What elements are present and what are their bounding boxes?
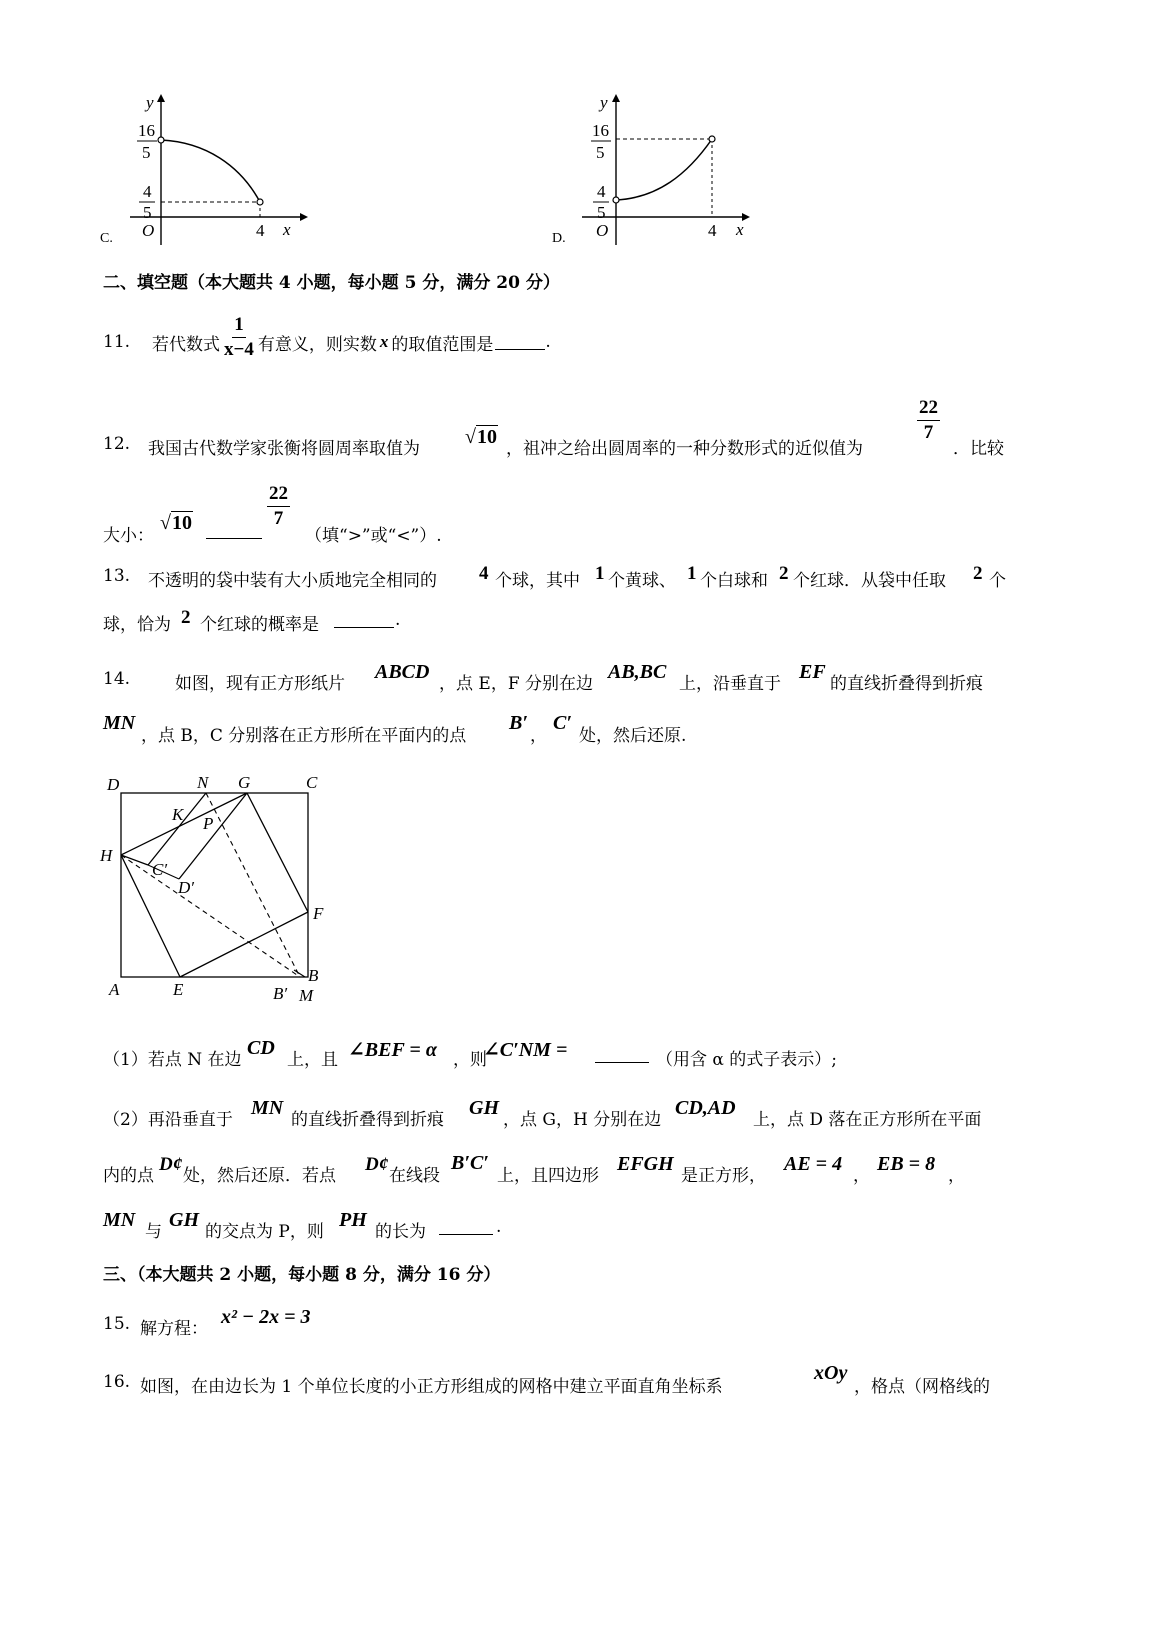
q14-p2-l3-text-2: 的交点为 P，则 xyxy=(205,1222,324,1242)
label-E: E xyxy=(173,980,184,999)
q13-n2a: 2 xyxy=(779,563,789,584)
question-14 xyxy=(103,661,1011,694)
y-label: y xyxy=(146,93,154,112)
y-label: y xyxy=(600,93,608,112)
q14-p2-l2-text-4: 上，且四边形 xyxy=(497,1166,599,1186)
x-arrow xyxy=(300,213,308,221)
q16-text-2: ，格点（网格线的 xyxy=(854,1377,990,1397)
q13-number: 13. xyxy=(103,566,131,586)
open-point-end xyxy=(257,199,263,205)
q14-p2-text-4: 上，点 D 落在正方形所在平面 xyxy=(753,1110,982,1130)
q12-sqrt-2: √10 xyxy=(160,512,192,534)
graph-c xyxy=(100,90,330,250)
graph-d-svg xyxy=(552,90,782,250)
segment-gdp xyxy=(179,793,247,879)
q13-text-4: 个白球和 xyxy=(700,571,768,591)
label-K: K xyxy=(172,805,184,824)
q14-number: 14. xyxy=(103,669,131,689)
segment-ncp xyxy=(148,793,206,865)
q14-text-4: 的直线折叠得到折痕 xyxy=(830,674,983,694)
label-Dp: D′ xyxy=(178,878,194,897)
question-16 xyxy=(103,1362,1011,1397)
open-point-start xyxy=(613,197,619,203)
x-tick: 4 xyxy=(256,221,265,240)
q15-text-1: 解方程： xyxy=(140,1319,208,1339)
segment-ef xyxy=(180,912,308,977)
q12-frac2-den: 7 xyxy=(273,507,284,529)
segment-gh xyxy=(121,793,247,855)
q12-text-2: ，祖冲之给出圆周率的一种分数形式的近似值为 xyxy=(506,439,863,459)
q14-p1-text-2: 上，且 xyxy=(287,1050,338,1070)
label-H: H xyxy=(100,846,113,865)
section3-heading: 三、（本大题共 2 小题，每小题 8 分，满分 16 分） xyxy=(103,1265,501,1285)
x-tick: 4 xyxy=(708,221,717,240)
option-label: C. xyxy=(100,231,113,246)
question-14-part1 xyxy=(103,1037,1011,1070)
question-11 xyxy=(103,312,551,372)
q12-fraction xyxy=(917,398,940,443)
graph-d xyxy=(552,90,782,250)
open-point-end xyxy=(709,136,715,142)
q14-p2-answer-blank[interactable] xyxy=(439,1220,493,1235)
q14-figure xyxy=(95,768,335,1008)
label-D: D xyxy=(107,775,120,794)
x-label: x xyxy=(736,220,744,239)
q14-p2-l2-text-2: 处，然后还原．若点 xyxy=(183,1166,336,1186)
q12-frac-num: 22 xyxy=(917,398,940,421)
question-14-part2 xyxy=(103,1097,1011,1130)
question-12-line2 xyxy=(103,484,603,544)
q14-p2-eb: EB = 8 xyxy=(877,1153,936,1175)
label-A: A xyxy=(109,980,120,999)
q12-text-1: 我国古代数学家张衡将圆周率取值为 xyxy=(148,439,420,459)
q14-p2-l3-mn: MN xyxy=(103,1209,136,1231)
q12-number: 12. xyxy=(103,434,131,454)
y-top-den: 5 xyxy=(596,143,605,162)
curve xyxy=(161,140,260,202)
section2-heading: 二、填空题（本大题共 4 小题，每小题 5 分，满分 20 分） xyxy=(103,273,560,293)
q11-text-3: 的取值范围是 xyxy=(391,334,494,355)
q14-text-1: 如图，现有正方形纸片 xyxy=(175,674,345,694)
q14-cp: C′ xyxy=(553,712,572,734)
q14-abcd: ABCD xyxy=(375,661,430,683)
q13-text-3: 个黄球、 xyxy=(608,571,676,591)
q13-n2b: 2 xyxy=(973,563,983,584)
y-arrow xyxy=(157,94,165,102)
q13-n2c: 2 xyxy=(181,607,191,628)
q13-line2-text-1: 球，恰为 xyxy=(103,615,171,635)
fold-mn xyxy=(206,793,300,977)
q14-p1-text-1: （1）若点 N 在边 xyxy=(103,1050,242,1070)
q14-p2-l3-text-1: 与 xyxy=(145,1222,162,1242)
q13-text-6: 个 xyxy=(989,571,1006,591)
q11-text-1: 若代数式 xyxy=(152,334,221,355)
q12-answer-blank[interactable] xyxy=(206,524,262,539)
q14-p2-gh: GH xyxy=(469,1097,499,1119)
segment-he xyxy=(121,855,180,977)
question-14-line2 xyxy=(103,712,803,746)
square-abcd xyxy=(121,793,308,977)
q14-p2-text-3: ，点 G，H 分别在边 xyxy=(503,1110,662,1130)
q13-text-1: 不透明的袋中装有大小质地完全相同的 xyxy=(148,571,437,591)
y-arrow xyxy=(612,94,620,102)
q14-p1-text-4: （用含 α 的式子表示）; xyxy=(656,1050,838,1070)
q14-p2-l3-text-4: . xyxy=(496,1217,502,1237)
q14-comma: ， xyxy=(530,726,547,746)
label-M: M xyxy=(299,986,314,1005)
origin-label: O xyxy=(142,221,155,240)
label-C: C xyxy=(306,773,318,792)
open-point-top xyxy=(158,137,164,143)
label-F: F xyxy=(313,904,324,923)
q14-p2-l2-text-3: 在线段 xyxy=(389,1166,440,1186)
label-P: P xyxy=(203,814,214,833)
q13-text-2: 个球，其中 xyxy=(495,571,580,591)
q15-equation: x² − 2x = 3 xyxy=(221,1306,311,1328)
q11-text-2: 有意义，则实数 xyxy=(257,334,377,355)
q11-text-4: . xyxy=(545,332,551,352)
q12-sqrt-2-radicand: 10 xyxy=(171,512,192,534)
y-bot-num: 4 xyxy=(143,182,152,201)
q14-p1-angle2: ∠C′NM = xyxy=(483,1039,568,1061)
q14-text-5: ，点 B，C 分别落在正方形所在平面内的点 xyxy=(141,726,467,746)
x-label: x xyxy=(283,220,291,239)
q14-p2-cdad: CD,AD xyxy=(675,1097,736,1119)
q16-text-1: 如图，在由边长为 1 个单位长度的小正方形组成的网格中建立平面直角坐标系 xyxy=(140,1377,723,1397)
q13-line2-text-3: . xyxy=(395,610,401,630)
q11-fraction xyxy=(222,315,256,360)
q14-p2-l3-gh: GH xyxy=(169,1209,199,1231)
y-top-num: 16 xyxy=(138,121,155,140)
q14-p2-bc: B′C′ xyxy=(451,1152,489,1174)
q14-text-3: 上，沿垂直于 xyxy=(679,674,781,694)
y-bot-num: 4 xyxy=(597,182,606,201)
q14-p1-angle: ∠BEF = α xyxy=(348,1039,437,1061)
q13-line2-text-2: 个红球的概率是 xyxy=(200,615,319,635)
q14-text-6: 处，然后还原. xyxy=(579,726,687,746)
q14-figure-svg xyxy=(95,768,335,1008)
origin-label: O xyxy=(596,221,609,240)
q14-p2-l3-ph: PH xyxy=(339,1209,367,1231)
q14-p2-l3-text-3: 的长为 xyxy=(375,1222,426,1242)
q14-p2-dp: D¢ xyxy=(159,1154,183,1175)
q11-number: 11. xyxy=(103,332,131,352)
q12-line2-text-2: （填“>”或“<”）. xyxy=(305,526,442,546)
curve xyxy=(616,139,712,200)
q13-n1a: 1 xyxy=(595,563,605,584)
question-13 xyxy=(103,563,1011,591)
q14-p2-efgh: EFGH xyxy=(617,1153,674,1175)
q14-p1-text-3: ，则 xyxy=(453,1050,487,1070)
q11-frac-den: x−4 xyxy=(224,338,254,360)
label-Cp: C′ xyxy=(152,860,168,879)
q14-p2-dp2: D¢ xyxy=(365,1154,389,1175)
q14-p2-l2-text-7: ， xyxy=(948,1166,965,1186)
label-G: G xyxy=(238,773,251,792)
q12-fraction-2 xyxy=(267,484,290,529)
y-bot-den: 5 xyxy=(143,203,152,222)
q11-frac-num: 1 xyxy=(232,315,246,338)
q14-p2-text-2: 的直线折叠得到折痕 xyxy=(291,1110,444,1130)
q12-sqrt-radicand: 10 xyxy=(476,426,497,448)
label-N: N xyxy=(197,773,209,792)
graph-c-svg xyxy=(100,90,330,250)
q14-mn: MN xyxy=(103,712,136,734)
label-B: B xyxy=(308,966,319,985)
y-bot-den: 5 xyxy=(597,203,606,222)
q11-var: x xyxy=(379,332,389,351)
question-13-line2 xyxy=(103,607,503,635)
question-12 xyxy=(103,398,1011,472)
q14-p2-l2-text-1: 内的点 xyxy=(103,1166,154,1186)
q14-text-2: ，点 E，F 分别在边 xyxy=(439,674,594,694)
q14-p2-text-1: （2）再沿垂直于 xyxy=(103,1110,233,1130)
q13-n1b: 1 xyxy=(687,563,697,584)
q12-line2-text-1: 大小： xyxy=(103,526,154,546)
y-top-den: 5 xyxy=(142,143,151,162)
option-label: D. xyxy=(552,231,566,246)
q14-p1-answer-blank[interactable] xyxy=(595,1048,649,1063)
q14-p2-ae: AE = 4 xyxy=(784,1153,843,1175)
q14-p2-l2-text-5: 是正方形， xyxy=(681,1166,766,1186)
q13-n4: 4 xyxy=(479,563,489,584)
q14-ef: EF xyxy=(799,661,826,683)
q12-text-3: ．比较 xyxy=(953,439,1004,459)
label-Bp: B′ xyxy=(273,984,288,1003)
question-14-part2-line2 xyxy=(103,1152,1011,1186)
q14-p1-cd: CD xyxy=(247,1037,275,1059)
y-top-num: 16 xyxy=(592,121,609,140)
q16-number: 16. xyxy=(103,1372,131,1392)
q12-frac-den: 7 xyxy=(923,421,934,443)
q13-answer-blank[interactable] xyxy=(334,613,394,628)
q14-p2-mn: MN xyxy=(251,1097,284,1119)
q16-xoy: xOy xyxy=(814,1362,848,1384)
fold-hb xyxy=(121,855,300,977)
q13-text-5: 个红球．从袋中任取 xyxy=(793,571,946,591)
q12-frac2-num: 22 xyxy=(267,484,290,507)
q12-sqrt: √10 xyxy=(465,426,497,448)
q14-abbc: AB,BC xyxy=(608,661,667,683)
question-15 xyxy=(103,1306,603,1339)
q14-bp: B′ xyxy=(509,712,528,734)
q15-number: 15. xyxy=(103,1314,131,1334)
segment-fg xyxy=(247,793,308,912)
q14-p2-l2-text-6: ， xyxy=(853,1166,870,1186)
question-14-part2-line3 xyxy=(103,1209,703,1242)
q11-answer-blank[interactable] xyxy=(495,335,545,350)
